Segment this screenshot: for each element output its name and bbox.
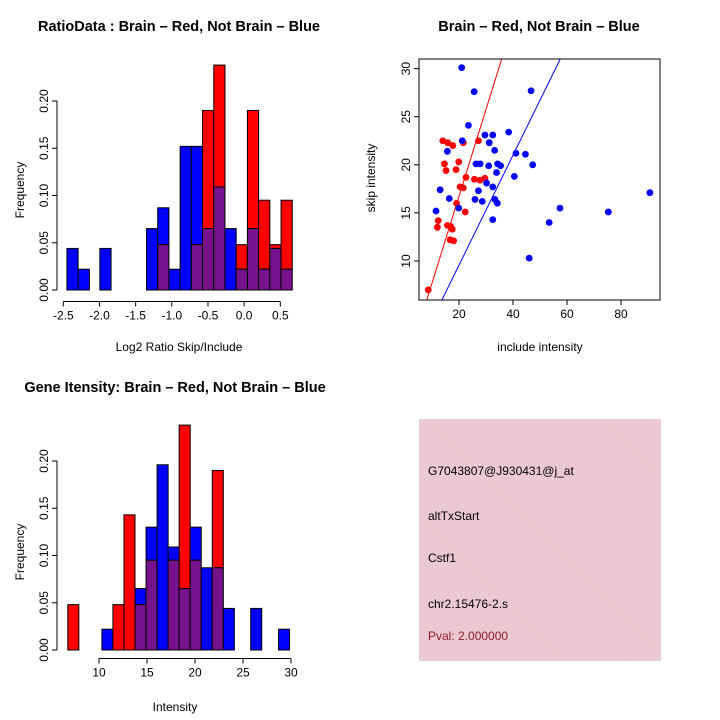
histogram-bar-segment [169, 269, 180, 290]
scatter-point [435, 217, 442, 224]
genomic-region: chr2.15476-2.s [428, 597, 509, 611]
scatter-point [443, 167, 450, 174]
x-tick-label: -2.0 [89, 308, 110, 323]
x-tick-label: 80 [614, 307, 628, 321]
histogram-bar-segment [135, 589, 146, 605]
scatter-point [453, 166, 460, 173]
gene-probe-id: G7043807@J930431@j_at [428, 464, 574, 478]
histogram-bar-segment [146, 229, 157, 290]
scatter-point [475, 187, 482, 194]
x-tick-label: 10 [92, 665, 106, 680]
scatter-point [557, 205, 564, 212]
x-tick-label: 20 [452, 307, 466, 321]
y-tick-label: 0.00 [37, 278, 51, 302]
histogram-overlap-segment [190, 560, 201, 650]
histogram-overlap-segment [179, 589, 190, 650]
histogram-bar-segment [146, 527, 157, 560]
ratio-histogram-ylabel: Frequency [13, 161, 27, 219]
y-tick-label: 20 [399, 158, 413, 172]
scatter-point [482, 132, 489, 139]
y-tick-label: 10 [399, 254, 413, 268]
histogram-overlap-segment [191, 245, 202, 290]
gene-info-panel [419, 419, 661, 661]
ratio-histogram-title: RatioData : Brain – Red, Not Brain – Blue [38, 19, 320, 35]
histogram-overlap-segment [236, 269, 247, 290]
histogram-bar-segment [68, 605, 79, 650]
histogram-bar-segment [270, 245, 281, 249]
gene-histogram-xlabel: Intensity [152, 700, 198, 714]
gene-histogram-group [37, 425, 298, 679]
x-tick-label: -1.5 [125, 308, 146, 323]
histogram-bar-segment [212, 470, 223, 567]
gene-histogram-ylabel: Frequency [13, 523, 27, 581]
scatter-point [434, 224, 441, 231]
scatter-point [463, 174, 470, 181]
y-tick-label: 0.05 [37, 591, 51, 615]
y-tick-label: 0.15 [37, 136, 51, 160]
y-tick-label: 25 [399, 110, 413, 124]
scatter-point [455, 159, 462, 166]
histogram-bar-segment [281, 200, 292, 269]
scatter-point [449, 226, 456, 233]
gene-histogram-title: Gene Itensity: Brain – Red, Not Brain – Blue [24, 380, 326, 396]
scatter-point [646, 189, 653, 196]
histogram-bar-segment [236, 245, 247, 270]
histogram-bar-segment [191, 146, 202, 244]
scatter-point [437, 186, 444, 193]
y-tick-label: 0.10 [37, 543, 51, 568]
histogram-bar-segment [100, 248, 111, 290]
scatter-point [493, 169, 500, 176]
x-tick-label: 25 [236, 665, 250, 680]
x-tick-label: -2.5 [52, 308, 74, 323]
scatter-point [459, 137, 466, 144]
x-tick-label: -0.5 [197, 308, 219, 323]
histogram-overlap-segment [203, 229, 214, 290]
scatter-point [450, 237, 457, 244]
histogram-bar-segment [168, 547, 179, 560]
scatter-point [485, 162, 492, 169]
scatter-point [526, 255, 533, 262]
scatter-point [433, 208, 440, 215]
scatter-point [505, 129, 512, 136]
scatter-point [471, 88, 478, 95]
reference-line [441, 59, 560, 301]
scatter-point [494, 200, 501, 207]
histogram-bar-segment [190, 527, 201, 560]
gene-symbol: Cstf1 [428, 551, 457, 565]
scatter-point [491, 147, 498, 154]
intensity-scatter-group [399, 59, 660, 321]
histogram-bar-segment [251, 608, 262, 650]
x-tick-label: 30 [284, 665, 298, 680]
x-tick-label: 15 [140, 665, 154, 680]
scatter-point [511, 173, 518, 180]
histogram-bar-segment [124, 515, 135, 650]
scatter-xlabel: include intensity [497, 340, 583, 354]
histogram-bar-segment [201, 568, 212, 650]
histogram-overlap-segment [214, 187, 225, 290]
histogram-bar-segment [158, 208, 169, 245]
scatter-title: Brain – Red, Not Brain – Blue [438, 19, 640, 35]
scatter-point [497, 162, 504, 169]
histogram-bar-segment [247, 110, 258, 228]
y-tick-label: 30 [399, 61, 413, 76]
scatter-point [605, 209, 612, 216]
pval-text: Pval: 2.000000 [428, 629, 509, 643]
histogram-bar-segment [259, 200, 270, 269]
scatter-point [483, 180, 490, 187]
splice-event-type: altTxStart [428, 509, 480, 523]
y-tick-label: 0.15 [37, 496, 51, 520]
scatter-point [471, 176, 478, 183]
scatter-point [489, 216, 496, 223]
scatter-point [479, 198, 486, 205]
histogram-overlap-segment [281, 269, 292, 290]
histogram-bar-segment [214, 65, 225, 187]
scatter-point [455, 205, 462, 212]
scatter-point [513, 150, 520, 157]
histogram-overlap-segment [247, 229, 258, 290]
scatter-point [465, 122, 472, 129]
histogram-bar-segment [225, 229, 236, 290]
y-tick-label: 0.00 [37, 638, 51, 662]
scatter-point [460, 184, 467, 191]
histogram-bar-segment [179, 425, 190, 588]
scatter-point [449, 142, 456, 149]
plot-box [419, 59, 660, 300]
histogram-bar-segment [113, 605, 124, 650]
histogram-overlap-segment [146, 560, 157, 650]
histogram-bar-segment [102, 629, 113, 650]
ratio-histogram-xlabel: Log2 Ratio Skip/Include [115, 340, 243, 354]
scatter-point [462, 209, 469, 216]
x-tick-label: 60 [560, 307, 574, 321]
y-tick-label: 0.10 [37, 183, 51, 208]
scatter-point [446, 195, 453, 202]
x-tick-label: 40 [506, 307, 520, 321]
x-tick-label: 0.5 [271, 308, 289, 323]
scatter-point [529, 161, 536, 168]
x-tick-label: 0.0 [235, 308, 253, 323]
ratio-histogram-group [37, 65, 292, 322]
histogram-bar-segment [157, 465, 168, 650]
x-tick-label: -1.0 [161, 308, 183, 323]
scatter-point [486, 139, 493, 146]
histogram-overlap-segment [270, 248, 281, 290]
y-tick-label: 0.05 [37, 231, 51, 255]
histogram-bar-segment [78, 269, 89, 290]
histogram-bar-segment [223, 608, 234, 650]
scatter-point [489, 132, 496, 139]
scatter-ylabel: skip intensity [364, 143, 378, 213]
scatter-point [472, 196, 479, 203]
histogram-overlap-segment [158, 245, 169, 290]
y-tick-label: 0.20 [37, 449, 51, 473]
histogram-bar-segment [279, 629, 290, 650]
scatter-point [477, 160, 484, 167]
scatter-point [425, 286, 432, 293]
scatter-point [458, 64, 465, 71]
scatter-point [489, 184, 496, 191]
scatter-point [475, 137, 482, 144]
scatter-point [546, 219, 553, 226]
histogram-overlap-segment [259, 269, 270, 290]
histogram-bar-segment [67, 248, 78, 290]
histogram-overlap-segment [212, 568, 223, 650]
histogram-bar-segment [180, 146, 191, 290]
scatter-point [522, 151, 529, 158]
x-tick-label: 20 [188, 665, 202, 680]
histogram-bar-segment [203, 110, 214, 228]
y-tick-label: 15 [399, 206, 413, 220]
reference-line [426, 59, 501, 301]
histogram-overlap-segment [135, 605, 146, 650]
scatter-point [528, 87, 535, 94]
scatter-point [441, 160, 448, 167]
histogram-overlap-segment [168, 560, 179, 650]
y-tick-label: 0.20 [37, 89, 51, 113]
scatter-point [444, 148, 451, 155]
